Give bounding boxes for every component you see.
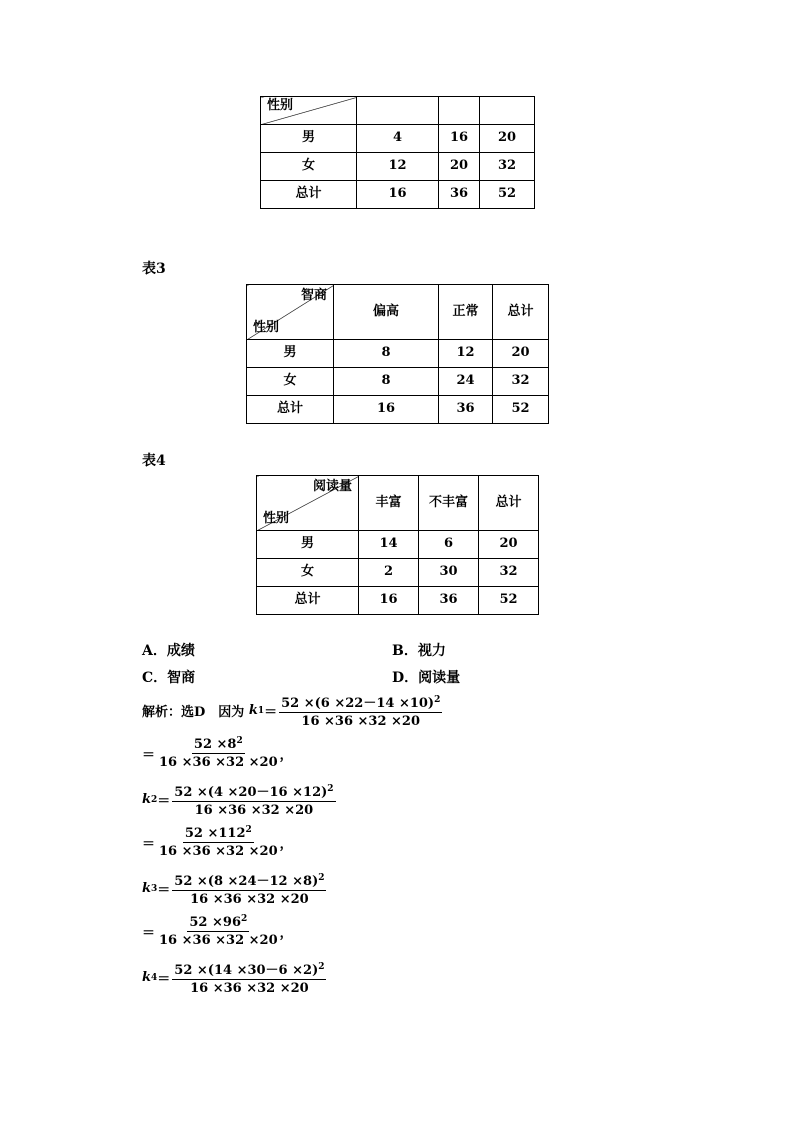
fraction-numerator: $52 \times 8^2$ xyxy=(193,736,243,752)
corner-bottom-label: 性别 xyxy=(253,319,280,335)
solution-formula-k3: k 3 ＝ $\frac{52 \times(8 \times 24-12 \times 8)^2}{16 \times 36 \times 32 \times 20}$ xyxy=(142,870,326,907)
table-cell: 4 xyxy=(357,125,439,153)
row-label: 女 xyxy=(261,153,357,181)
table-cell: 36 xyxy=(439,181,480,209)
table-cell: 16 xyxy=(359,587,419,615)
table-cell: 24 xyxy=(439,368,493,396)
row-label: 男 xyxy=(247,340,334,368)
table-cell: 52 xyxy=(479,587,539,615)
row-label: 男 xyxy=(261,125,357,153)
fraction-denominator: 16 ×36 ×32 ×20 xyxy=(190,981,309,996)
table-cell: 32 xyxy=(493,368,549,396)
solution-formula-k1: 解析：选D 因为 k 1 ＝ $\frac{52 \times(6 \times 22-14 \times 10)^2}{16 \times 36 \times 32 \times 20}$ xyxy=(142,692,442,729)
fraction-numerator: $52 \times(4 \times 20-16 \times 12)^2$ xyxy=(172,781,335,802)
table-cell: 20 xyxy=(479,531,539,559)
table-4 xyxy=(256,475,539,615)
fraction xyxy=(172,870,326,907)
table-row xyxy=(257,531,539,559)
k-variable: k xyxy=(142,970,152,985)
fraction xyxy=(172,959,326,996)
option-b: B．视力 xyxy=(392,643,446,659)
k-subscript: 2 xyxy=(151,794,158,805)
table-cell: 52 xyxy=(493,396,549,424)
k-subscript: 3 xyxy=(151,883,158,894)
table-cell: 20 xyxy=(439,153,480,181)
fraction xyxy=(157,825,280,859)
table-header-cell xyxy=(439,97,480,125)
corner-label: 性别 xyxy=(267,98,294,113)
solution-formula-k3-simplified: ＝ $\frac{52 \times 96^2}{16 \times 36 \times 32 \times 20}$ ， xyxy=(142,914,293,948)
row-label: 总计 xyxy=(261,181,357,209)
fraction-denominator: 16 ×36 ×32 ×20 xyxy=(159,933,278,948)
option-d: D．阅读量 xyxy=(392,670,461,686)
table-corner-cell xyxy=(261,97,357,125)
fraction xyxy=(279,692,442,729)
k-variable: k xyxy=(142,881,152,896)
table-3 xyxy=(246,284,549,424)
corner-bottom-label: 性别 xyxy=(263,510,290,526)
fraction-numerator: $52 \times 112^2$ xyxy=(184,825,252,841)
table-row xyxy=(261,125,535,153)
table-header-cell: 偏高 xyxy=(334,285,439,340)
fraction-numerator: $52 \times(8 \times 24-12 \times 8)^2$ xyxy=(172,870,326,891)
option-a: A．成绩 xyxy=(142,643,195,659)
fraction-denominator: 16 ×36 ×32 ×20 xyxy=(159,755,278,770)
solution-formula-k2-simplified: ＝ $\frac{52 \times 112^2}{16 \times 36 \times 32 \times 20}$ ， xyxy=(142,825,293,859)
solution-formula-k4: k 4 ＝ $\frac{52 \times(14 \times 30-6 \times 2)^2}{16 \times 36 \times 32 \times 20}$ xyxy=(142,959,326,996)
table-cell: 32 xyxy=(480,153,535,181)
table-row xyxy=(257,587,539,615)
formula-tail: ， xyxy=(279,747,293,763)
table-corner-cell xyxy=(247,285,334,340)
table-3-caption: 表3 xyxy=(142,261,166,277)
table-cell: 12 xyxy=(357,153,439,181)
table-header-row xyxy=(257,476,539,531)
row-label: 女 xyxy=(247,368,334,396)
table-header-cell: 丰富 xyxy=(359,476,419,531)
table-header-row xyxy=(261,97,535,125)
table-cell: 2 xyxy=(359,559,419,587)
fraction xyxy=(172,781,335,818)
fraction xyxy=(157,914,280,948)
table-4-caption: 表4 xyxy=(142,453,166,469)
table-row xyxy=(261,181,535,209)
table-cell: 52 xyxy=(480,181,535,209)
row-label: 总计 xyxy=(247,396,334,424)
row-label: 男 xyxy=(257,531,359,559)
fraction-denominator: 16 ×36 ×32 ×20 xyxy=(194,803,314,818)
table-cell: 32 xyxy=(479,559,539,587)
formula-tail: ， xyxy=(279,836,293,852)
k-subscript: 4 xyxy=(151,972,158,983)
fraction-denominator: 16 ×36 ×32 ×20 xyxy=(159,844,278,859)
table-cell: 30 xyxy=(419,559,479,587)
k-variable: k xyxy=(248,703,258,718)
table-row xyxy=(257,559,539,587)
table-2 xyxy=(260,96,535,209)
table-header-cell xyxy=(357,97,439,125)
table-cell: 16 xyxy=(357,181,439,209)
fraction-denominator: 16 ×36 ×32 ×20 xyxy=(190,892,309,907)
formula-tail: ， xyxy=(279,925,293,941)
option-c: C．智商 xyxy=(142,670,196,686)
table-cell: 16 xyxy=(439,125,480,153)
solution-formula-k1-simplified: ＝ $\frac{52 \times 8^2}{16 \times 36 \times 32 \times 20}$ ， xyxy=(142,736,293,770)
table-header-row xyxy=(247,285,549,340)
table-cell: 20 xyxy=(480,125,535,153)
table-row xyxy=(247,396,549,424)
k-variable: k xyxy=(142,792,152,807)
table-header-cell: 总计 xyxy=(493,285,549,340)
table-row xyxy=(261,153,535,181)
table-cell: 8 xyxy=(334,368,439,396)
table-cell: 14 xyxy=(359,531,419,559)
row-label: 总计 xyxy=(257,587,359,615)
table-row xyxy=(247,368,549,396)
table-row xyxy=(247,340,549,368)
table-cell: 12 xyxy=(439,340,493,368)
fraction-numerator: $52 \times(14 \times 30-6 \times 2)^2$ xyxy=(172,959,326,980)
table-header-cell: 正常 xyxy=(439,285,493,340)
row-label: 女 xyxy=(257,559,359,587)
fraction xyxy=(157,736,280,770)
table-cell: 36 xyxy=(439,396,493,424)
fraction-numerator: $52 \times(6 \times 22-14 \times 10)^2$ xyxy=(279,692,442,713)
table-header-cell xyxy=(480,97,535,125)
table-corner-cell xyxy=(257,476,359,531)
k-subscript: 1 xyxy=(257,705,265,716)
table-cell: 6 xyxy=(419,531,479,559)
table-cell: 16 xyxy=(334,396,439,424)
fraction-numerator: $52 \times 96^2$ xyxy=(189,914,248,930)
solution-lead: 解析：选D 因为 xyxy=(142,705,245,720)
fraction-denominator: 16 ×36 ×32 ×20 xyxy=(301,714,421,729)
table-cell: 36 xyxy=(419,587,479,615)
table-header-cell: 总计 xyxy=(479,476,539,531)
corner-top-label: 阅读量 xyxy=(312,479,352,494)
table-cell: 8 xyxy=(334,340,439,368)
table-cell: 20 xyxy=(493,340,549,368)
corner-top-label: 智商 xyxy=(300,288,327,303)
table-header-cell: 不丰富 xyxy=(419,476,479,531)
solution-formula-k2: k 2 ＝ $\frac{52 \times(4 \times 20-16 \times 12)^2}{16 \times 36 \times 32 \times 20}$ xyxy=(142,781,336,818)
